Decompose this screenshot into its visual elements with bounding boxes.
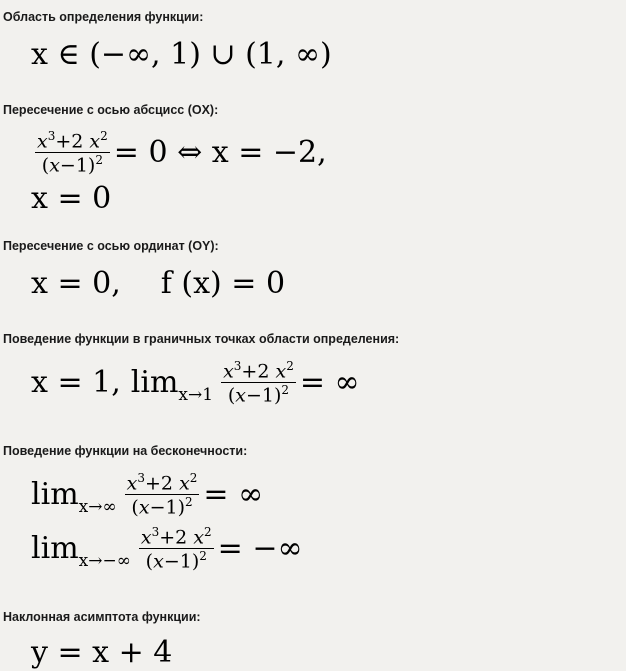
fraction bbox=[139, 526, 214, 572]
asymptote-formula bbox=[31, 635, 173, 670]
infinity-result-2: = −∞ bbox=[217, 530, 303, 566]
limit-subscript: x→∞ bbox=[78, 496, 117, 517]
oy-intercept-f: f (x) = 0 bbox=[160, 266, 286, 301]
section-heading-oy-intercept: Пересечение с осью ординат (OY): bbox=[3, 239, 219, 253]
limit-operator bbox=[31, 476, 121, 517]
limit-operator bbox=[130, 364, 217, 405]
limit-text: lim bbox=[31, 530, 79, 566]
ox-intercept-formula-line2 bbox=[31, 181, 112, 216]
domain-formula bbox=[31, 37, 332, 72]
limit-operator bbox=[31, 530, 135, 571]
infinity-behavior-formula-1 bbox=[31, 472, 263, 518]
section-heading-asymptote: Наклонная асимптота функции: bbox=[3, 610, 201, 624]
ox-intercept-second-root: x = 0 bbox=[31, 181, 112, 216]
fraction bbox=[35, 130, 110, 176]
section-heading-domain: Область определения функции: bbox=[3, 10, 204, 24]
section-heading-boundary-behavior: Поведение функции в граничных точках области определения: bbox=[3, 332, 400, 346]
fraction-numerator: $x^3+2$ $x^2$ bbox=[223, 359, 294, 383]
fraction bbox=[221, 360, 296, 406]
fraction-denominator: $(x-1)^2$ bbox=[41, 153, 103, 177]
fraction bbox=[125, 472, 200, 518]
fraction-denominator: $(x-1)^2$ bbox=[227, 383, 290, 407]
ox-intercept-formula bbox=[31, 130, 327, 176]
limit-text: lim bbox=[31, 476, 79, 512]
infinity-behavior-formula-2 bbox=[31, 526, 302, 572]
limit-text: lim bbox=[130, 364, 179, 400]
fraction-numerator: $x^3+2$ $x^2$ bbox=[126, 471, 198, 495]
asymptote-equation: y = x + 4 bbox=[31, 635, 173, 670]
domain-formula-text: x ∈ (−∞, 1) ∪ (1, ∞) bbox=[31, 37, 332, 72]
boundary-result: = ∞ bbox=[299, 364, 360, 400]
boundary-prefix: x = 1, bbox=[31, 364, 121, 400]
fraction-numerator: $x^3+2$ $x^2$ bbox=[37, 129, 108, 153]
limit-subscript: x→−∞ bbox=[78, 550, 131, 571]
section-heading-infinity-behavior: Поведение функции на бесконечности: bbox=[3, 444, 248, 458]
fraction-numerator: $x^3+2$ $x^2$ bbox=[140, 525, 212, 549]
infinity-result-1: = ∞ bbox=[203, 476, 264, 512]
boundary-behavior-formula bbox=[31, 360, 360, 406]
limit-subscript: x→1 bbox=[178, 384, 214, 405]
ox-intercept-equation: = 0 ⇔ x = −2, bbox=[113, 134, 327, 170]
fraction-denominator: $(x-1)^2$ bbox=[145, 549, 207, 573]
oy-intercept-x: x = 0, bbox=[31, 266, 121, 301]
section-heading-ox-intercept: Пересечение с осью абсцисс (OX): bbox=[3, 103, 219, 117]
fraction-denominator: $(x-1)^2$ bbox=[131, 495, 193, 519]
oy-intercept-formula bbox=[31, 266, 286, 301]
